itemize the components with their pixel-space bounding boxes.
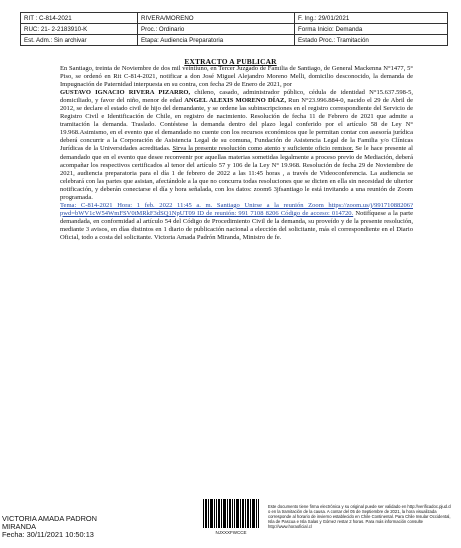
document-body (60, 65, 413, 242)
barcode-code: NJXXXFWCCE (215, 530, 247, 535)
paragraph-zoom (60, 202, 413, 242)
zoom-link-text[interactable]: Tema: C-814-2021 Hora: 1 feb. 2022 11:45 a. m. Santiago Unirse a la reunión Zoom https://zoom.us/j/99171088206? pwd=bWV1cW54WmFSV0tMRkF3dSQ1NpUT09 ID de reunión: 991 7108 8206 Código de acceso: 014720. (60, 201, 413, 217)
procedimiento-cell: Proc.: Ordinario (138, 24, 295, 35)
etapa-cell: Etapa: Audiencia Preparatoria (138, 35, 295, 46)
oficio-remisor-text: Sirva la presente resolución como atento y suficiente oficio remisor. (172, 145, 354, 153)
rit-cell: RIT : C-814-2021 (21, 13, 138, 24)
forma-inicio-cell: Forma Inicio: Demanda (295, 24, 448, 35)
estado-proc-cell: Estado Proc.: Tramitación (295, 35, 448, 46)
signature-date: Fecha: 30/11/2021 10:50:13 (2, 530, 94, 539)
plaintiff-name: GUSTAVO IGNACIO RIVERA PIZARRO, (60, 89, 191, 97)
signature-block (2, 515, 97, 539)
hearing-text: Se le hace presente al demandado que en el evento que desee reconvenir por aquellas materias sometidas legalmente a proceso previo de Mediación, deberá acompañar los respectivos certificados al tenor del artículo 57 y 106 de la Ley N° 19.968. Resolución de fecha 29 de Noviembre de 2021, audiencia preparatoria para el día 1 de febrero de 2022 a las 11:45 horas , a través de Videoconferencia. La audiencia se celebrará con las partes que asistan, afectándole a la que no concurra todas resoluciones que se dicten en ella sin necesidad de ulterior notificación, y deberán conectarse el día y hora señalada, con los datos: zoom6 3jfsantiago le está invitando a una reunión de Zoom programada. (60, 145, 413, 201)
minor-name: ANGEL ALEXIS MORENO DÍAZ, (184, 97, 286, 105)
estado-adm-cell: Est. Adm.: Sin archivar (21, 35, 138, 46)
ruc-cell: RUC: 21- 2-2183910-K (21, 24, 138, 35)
demand-text: Run N°23.996.884-0, nacido el 29 de Abril de 2012, se declare el estado civil de hijo del demandante, y se ordene las subinscripciones en el registro correspondiente del Servicio de Registro Civil e Identificación de Chile, en registro de nacimiento. Resolución de fecha 11 de Febrero de 2021 que admite a tramitación la demanda. Traslado. Contéstese la demanda dentro del plazo legal conferido por el artículo 58 de Ley N° 19.968.Asimismo, en el evento que el demandado no cuente con los recursos económicos que le permitan contar con asesoría jurídica deberá concurrir a la Corporación de Asistencia Legal de su comuna, Fundación de Asistencia Legal de la Familia y/o Clínicas Jurídicas de la Universidades acreditadas. (60, 97, 413, 153)
fecha-ingreso-cell: F. Ing.: 29/01/2021 (295, 13, 448, 24)
document-title: EXTRACTO A PUBLICAR (184, 57, 277, 66)
plaintiff-details: chileno, casado, administrador público, cédula de identidad N°15.637.598-5, domiciliado, y favor del niño, menor de edad (60, 89, 413, 105)
paragraph-demand (60, 89, 413, 202)
case-header-table (20, 12, 448, 46)
signer-name-line2: MIRANDA (2, 522, 37, 531)
signer-name-line1: VICTORIA AMADA PADRON (2, 514, 98, 523)
verification-note: Este documento tiene firma electrónica y su original puede ser validado en http://verificadoc.pjud.cl o en la tramitación de la causa. A contar del 05 de Septiembre de 2021, la hora visualizada corresponde al horario de invierno establecido en Chile Continental. Para Chile Insular Occidental, Isla de Pascua e Isla Salas y Gómez restar 2 horas. Para más información consulte http://www.horaoficial.cl (268, 504, 452, 530)
case-name-cell: RIVERA/MORENO (138, 13, 295, 24)
paragraph-intro: En Santiago, treinta de Noviembre de dos mil veintiuno, en Tercer Juzgado de Familia de Santiago, de General Mackenna N°1477, 5° Piso, se ordenó en Rit C-814-2021, notificar a don José Miguel Alejandro Moreno Melli, domicilio desconocido, la demanda de Impugnación de Paternidad interpuesta en su contra, con fecha 29 de Enero de 2021, por (60, 65, 413, 89)
barcode-image (203, 499, 259, 528)
notification-text: Notifíquese a la parte demandada, en conformidad al artículo 54 del Código de Procedimiento Civil de la demanda, su proveído y de la presente resolución, mediante 3 avisos, en días distintos en 1 diario de publicación nacional a elección del solicitante, más el correspondiente en el Diario Oficial, todo a costa del solicitante. Victoria Amada Padrón Miranda, Ministro de fe. (60, 209, 413, 241)
